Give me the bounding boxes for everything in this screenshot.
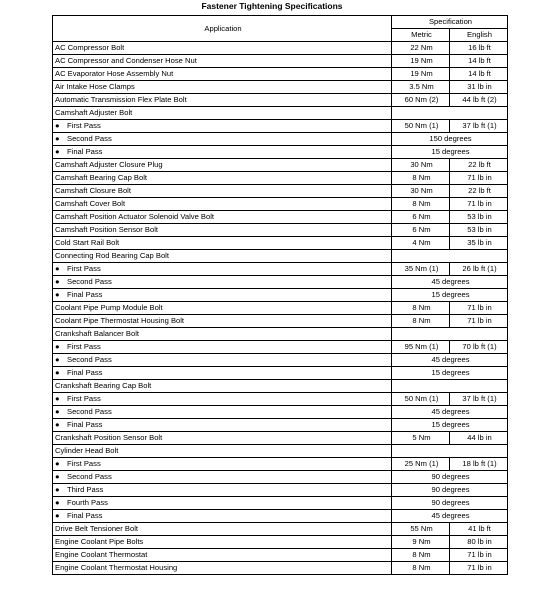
application-text: Crankshaft Balancer Bolt bbox=[55, 329, 139, 338]
english-cell: 16 lb ft bbox=[450, 42, 508, 55]
bullet-icon: ● bbox=[55, 368, 60, 377]
application-text: AC Evaporator Hose Assembly Nut bbox=[55, 69, 174, 78]
metric-cell: 50 Nm (1) bbox=[392, 120, 450, 133]
application-cell bbox=[53, 510, 392, 523]
application-cell bbox=[53, 198, 392, 211]
bullet-icon: ● bbox=[55, 134, 60, 143]
application-cell bbox=[53, 133, 392, 146]
english-cell: 35 lb in bbox=[450, 237, 508, 250]
application-cell bbox=[53, 224, 392, 237]
english-cell: 14 lb ft bbox=[450, 68, 508, 81]
application-cell bbox=[53, 302, 392, 315]
english-cell: 71 lb in bbox=[450, 198, 508, 211]
application-cell bbox=[53, 120, 392, 133]
table-row bbox=[53, 562, 508, 575]
bullet-icon: ● bbox=[55, 264, 60, 273]
specifications-table bbox=[52, 15, 508, 575]
english-cell: 71 lb in bbox=[450, 302, 508, 315]
metric-cell: 25 Nm (1) bbox=[392, 458, 450, 471]
application-cell bbox=[53, 289, 392, 302]
application-text: Crankshaft Position Sensor Bolt bbox=[55, 433, 163, 442]
metric-cell: 3.5 Nm bbox=[392, 81, 450, 94]
application-text: Second Pass bbox=[67, 355, 112, 364]
application-text: Connecting Rod Bearing Cap Bolt bbox=[55, 251, 169, 260]
application-text: Drive Belt Tensioner Bolt bbox=[55, 524, 139, 533]
application-text: First Pass bbox=[67, 459, 101, 468]
application-text: Final Pass bbox=[67, 147, 103, 156]
application-text: Cylinder Head Bolt bbox=[55, 446, 119, 455]
table-row bbox=[53, 367, 508, 380]
table-row bbox=[53, 497, 508, 510]
application-text: Camshaft Adjuster Bolt bbox=[55, 108, 133, 117]
english-cell: 71 lb in bbox=[450, 562, 508, 575]
angle-spec-cell: 90 degrees bbox=[392, 471, 508, 484]
table-row bbox=[53, 120, 508, 133]
application-text: Fourth Pass bbox=[67, 498, 108, 507]
application-cell bbox=[53, 146, 392, 159]
application-cell bbox=[53, 536, 392, 549]
table-row bbox=[53, 484, 508, 497]
application-cell bbox=[53, 367, 392, 380]
metric-cell: 30 Nm bbox=[392, 159, 450, 172]
metric-cell: 19 Nm bbox=[392, 68, 450, 81]
application-cell bbox=[53, 55, 392, 68]
english-cell: 44 lb in bbox=[450, 432, 508, 445]
metric-cell: 6 Nm bbox=[392, 224, 450, 237]
application-cell bbox=[53, 445, 392, 458]
metric-cell: 8 Nm bbox=[392, 302, 450, 315]
application-cell bbox=[53, 172, 392, 185]
group-row bbox=[53, 445, 508, 458]
application-text: Crankshaft Bearing Cap Bolt bbox=[55, 381, 152, 390]
application-cell bbox=[53, 549, 392, 562]
table-row bbox=[53, 133, 508, 146]
angle-spec-cell: 150 degrees bbox=[392, 133, 508, 146]
application-text: Camshaft Adjuster Closure Plug bbox=[55, 160, 163, 169]
table-row bbox=[53, 289, 508, 302]
angle-spec-cell: 45 degrees bbox=[392, 276, 508, 289]
metric-cell: 60 Nm (2) bbox=[392, 94, 450, 107]
english-cell: 41 lb ft bbox=[450, 523, 508, 536]
application-header: Application bbox=[53, 16, 392, 42]
table-row bbox=[53, 315, 508, 328]
application-cell bbox=[53, 419, 392, 432]
english-cell: 37 lb ft (1) bbox=[450, 120, 508, 133]
bullet-icon: ● bbox=[55, 459, 60, 468]
table-row bbox=[53, 224, 508, 237]
english-cell: 53 lb in bbox=[450, 224, 508, 237]
angle-spec-cell: 45 degrees bbox=[392, 354, 508, 367]
application-cell bbox=[53, 81, 392, 94]
bullet-icon: ● bbox=[55, 407, 60, 416]
metric-cell: 4 Nm bbox=[392, 237, 450, 250]
metric-cell: 9 Nm bbox=[392, 536, 450, 549]
metric-cell: 95 Nm (1) bbox=[392, 341, 450, 354]
bullet-icon: ● bbox=[55, 511, 60, 520]
application-text: First Pass bbox=[67, 264, 101, 273]
application-cell bbox=[53, 393, 392, 406]
group-row bbox=[53, 380, 508, 393]
application-cell bbox=[53, 432, 392, 445]
application-cell bbox=[53, 458, 392, 471]
english-cell: 14 lb ft bbox=[450, 55, 508, 68]
table-row bbox=[53, 406, 508, 419]
english-cell: 44 lb ft (2) bbox=[450, 94, 508, 107]
table-row bbox=[53, 159, 508, 172]
application-text: Coolant Pipe Pump Module Bolt bbox=[55, 303, 163, 312]
metric-cell: 8 Nm bbox=[392, 562, 450, 575]
empty-spec-cell bbox=[392, 380, 508, 393]
application-text: Coolant Pipe Thermostat Housing Bolt bbox=[55, 316, 185, 325]
table-row bbox=[53, 146, 508, 159]
table-row bbox=[53, 68, 508, 81]
application-cell bbox=[53, 159, 392, 172]
table-row bbox=[53, 237, 508, 250]
table-row bbox=[53, 341, 508, 354]
application-text: Camshaft Position Actuator Solenoid Valve Bolt bbox=[55, 212, 214, 221]
application-text: Air Intake Hose Clamps bbox=[55, 82, 135, 91]
bullet-icon: ● bbox=[55, 147, 60, 156]
english-cell: 22 lb ft bbox=[450, 185, 508, 198]
application-text: Second Pass bbox=[67, 472, 112, 481]
table-row bbox=[53, 523, 508, 536]
table-row bbox=[53, 432, 508, 445]
application-cell bbox=[53, 380, 392, 393]
angle-spec-cell: 15 degrees bbox=[392, 367, 508, 380]
application-text: First Pass bbox=[67, 394, 101, 403]
application-text: Camshaft Position Sensor Bolt bbox=[55, 225, 158, 234]
angle-spec-cell: 45 degrees bbox=[392, 510, 508, 523]
application-cell bbox=[53, 341, 392, 354]
application-cell bbox=[53, 354, 392, 367]
application-text: Camshaft Bearing Cap Bolt bbox=[55, 173, 148, 182]
application-cell bbox=[53, 263, 392, 276]
group-row bbox=[53, 107, 508, 120]
application-cell bbox=[53, 471, 392, 484]
metric-cell: 8 Nm bbox=[392, 549, 450, 562]
application-cell bbox=[53, 211, 392, 224]
metric-cell: 8 Nm bbox=[392, 315, 450, 328]
angle-spec-cell: 45 degrees bbox=[392, 406, 508, 419]
english-cell: 18 lb ft (1) bbox=[450, 458, 508, 471]
bullet-icon: ● bbox=[55, 420, 60, 429]
application-cell bbox=[53, 315, 392, 328]
angle-spec-cell: 15 degrees bbox=[392, 289, 508, 302]
application-cell bbox=[53, 562, 392, 575]
application-text: Engine Coolant Pipe Bolts bbox=[55, 537, 144, 546]
specification-header: Specification bbox=[392, 16, 508, 29]
application-text: Second Pass bbox=[67, 407, 112, 416]
english-cell: 53 lb in bbox=[450, 211, 508, 224]
metric-cell: 22 Nm bbox=[392, 42, 450, 55]
application-text: Engine Coolant Thermostat Housing bbox=[55, 563, 178, 572]
english-header: English bbox=[450, 29, 508, 42]
table-row bbox=[53, 55, 508, 68]
table-row bbox=[53, 302, 508, 315]
bullet-icon: ● bbox=[55, 498, 60, 507]
application-text: First Pass bbox=[67, 342, 101, 351]
bullet-icon: ● bbox=[55, 342, 60, 351]
group-row bbox=[53, 250, 508, 263]
angle-spec-cell: 90 degrees bbox=[392, 497, 508, 510]
bullet-icon: ● bbox=[55, 472, 60, 481]
application-cell bbox=[53, 68, 392, 81]
table-row bbox=[53, 172, 508, 185]
table-row bbox=[53, 458, 508, 471]
application-text: Final Pass bbox=[67, 420, 103, 429]
table-row bbox=[53, 510, 508, 523]
table-row bbox=[53, 549, 508, 562]
application-text: Final Pass bbox=[67, 290, 103, 299]
application-cell bbox=[53, 237, 392, 250]
application-text: Camshaft Closure Bolt bbox=[55, 186, 131, 195]
metric-cell: 5 Nm bbox=[392, 432, 450, 445]
metric-cell: 19 Nm bbox=[392, 55, 450, 68]
table-row bbox=[53, 536, 508, 549]
application-cell bbox=[53, 484, 392, 497]
metric-cell: 6 Nm bbox=[392, 211, 450, 224]
table-row bbox=[53, 198, 508, 211]
application-text: First Pass bbox=[67, 121, 101, 130]
table-row bbox=[53, 81, 508, 94]
table-row bbox=[53, 42, 508, 55]
application-cell bbox=[53, 276, 392, 289]
table-row bbox=[53, 354, 508, 367]
metric-cell: 30 Nm bbox=[392, 185, 450, 198]
application-text: Engine Coolant Thermostat bbox=[55, 550, 148, 559]
empty-spec-cell bbox=[392, 328, 508, 341]
table-row bbox=[53, 419, 508, 432]
application-text: Final Pass bbox=[67, 511, 103, 520]
application-cell bbox=[53, 94, 392, 107]
table-row bbox=[53, 276, 508, 289]
english-cell: 71 lb in bbox=[450, 172, 508, 185]
application-text: AC Compressor Bolt bbox=[55, 43, 125, 52]
angle-spec-cell: 15 degrees bbox=[392, 146, 508, 159]
application-text: Second Pass bbox=[67, 277, 112, 286]
application-cell bbox=[53, 107, 392, 120]
application-text: AC Compressor and Condenser Hose Nut bbox=[55, 56, 197, 65]
page-title: Fastener Tightening Specifications bbox=[201, 1, 343, 11]
metric-cell: 35 Nm (1) bbox=[392, 263, 450, 276]
english-cell: 80 lb in bbox=[450, 536, 508, 549]
application-text: Cold Start Rail Bolt bbox=[55, 238, 120, 247]
angle-spec-cell: 15 degrees bbox=[392, 419, 508, 432]
application-cell bbox=[53, 185, 392, 198]
english-cell: 70 lb ft (1) bbox=[450, 341, 508, 354]
metric-cell: 8 Nm bbox=[392, 198, 450, 211]
bullet-icon: ● bbox=[55, 394, 60, 403]
application-text: Automatic Transmission Flex Plate Bolt bbox=[55, 95, 187, 104]
application-cell bbox=[53, 497, 392, 510]
table-row bbox=[53, 393, 508, 406]
table-row bbox=[53, 471, 508, 484]
application-cell bbox=[53, 523, 392, 536]
application-text: Final Pass bbox=[67, 368, 103, 377]
application-cell bbox=[53, 406, 392, 419]
application-text: Third Pass bbox=[67, 485, 104, 494]
metric-cell: 50 Nm (1) bbox=[392, 393, 450, 406]
empty-spec-cell bbox=[392, 250, 508, 263]
english-cell: 37 lb ft (1) bbox=[450, 393, 508, 406]
angle-spec-cell: 90 degrees bbox=[392, 484, 508, 497]
bullet-icon: ● bbox=[55, 121, 60, 130]
metric-cell: 8 Nm bbox=[392, 172, 450, 185]
english-cell: 22 lb ft bbox=[450, 159, 508, 172]
table-body bbox=[53, 42, 508, 575]
application-text: Camshaft Cover Bolt bbox=[55, 199, 126, 208]
table-row bbox=[53, 94, 508, 107]
bullet-icon: ● bbox=[55, 277, 60, 286]
application-cell bbox=[53, 250, 392, 263]
group-row bbox=[53, 328, 508, 341]
table-row bbox=[53, 263, 508, 276]
english-cell: 31 lb in bbox=[450, 81, 508, 94]
application-cell bbox=[53, 42, 392, 55]
bullet-icon: ● bbox=[55, 485, 60, 494]
metric-header: Metric bbox=[392, 29, 450, 42]
english-cell: 71 lb in bbox=[450, 315, 508, 328]
table-row bbox=[53, 185, 508, 198]
bullet-icon: ● bbox=[55, 355, 60, 364]
english-cell: 71 lb in bbox=[450, 549, 508, 562]
header-row-top bbox=[53, 16, 508, 29]
application-cell bbox=[53, 328, 392, 341]
metric-cell: 55 Nm bbox=[392, 523, 450, 536]
table-row bbox=[53, 211, 508, 224]
bullet-icon: ● bbox=[55, 290, 60, 299]
empty-spec-cell bbox=[392, 107, 508, 120]
application-text: Second Pass bbox=[67, 134, 112, 143]
english-cell: 26 lb ft (1) bbox=[450, 263, 508, 276]
empty-spec-cell bbox=[392, 445, 508, 458]
